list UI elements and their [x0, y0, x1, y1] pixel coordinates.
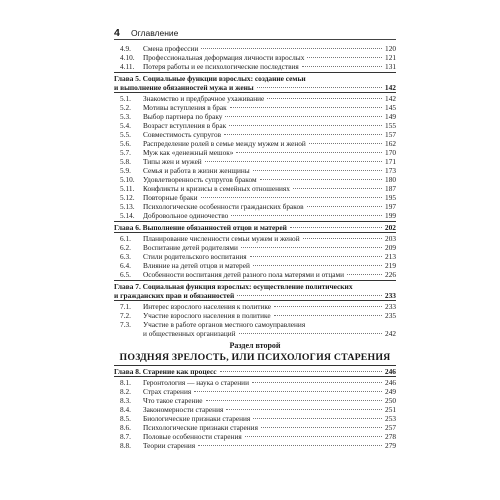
toc-entry: 8.4. Закономерности старения 251	[120, 405, 396, 414]
toc-entry: 5.5. Совместимость супругов 157	[120, 130, 396, 139]
toc-entry: 5.14. Добровольное одиночество 199	[120, 211, 396, 220]
toc-entry: 5.7. Муж как «денежный мешок» 170	[120, 148, 396, 157]
toc-entry: 5.1. Знакомство и предбрачное ухаживание 142	[120, 94, 396, 103]
toc-entry: 5.6. Распределение ролей в семье между мужем и женой 162	[120, 139, 396, 148]
toc-entry: 8.1. Геронтология — наука о старении 246	[120, 378, 396, 387]
toc-entry: 5.12. Повторные браки 195	[120, 193, 396, 202]
toc-entry: 5.13. Психологические особенности гражданских браков 197	[120, 202, 396, 211]
toc-entry: 8.7. Половые особенности старения 278	[120, 432, 396, 441]
toc-entry: 5.11. Конфликты и кризисы в семейных отношениях 187	[120, 184, 396, 193]
toc-entry: 7.3. Участие в работе органов местного самоуправления и общественных организаций 242	[120, 320, 396, 338]
toc-entry: 6.1. Планирование численности семьи мужем и женой 203	[120, 234, 396, 243]
chapter-heading-8: Глава 8. Старение как процесс 246	[114, 367, 396, 376]
toc-entry: 4.10. Профессиональная деформация личности взрослых 121	[120, 53, 396, 62]
toc-entry: 8.2. Страх старения 249	[120, 387, 396, 396]
toc-entry: 8.5. Биологические признаки старения 253	[120, 414, 396, 423]
toc-entry: 6.3. Стили родительского воспитания 213	[120, 252, 396, 261]
toc-entry: 5.10. Удовлетворенность супругов браком 180	[120, 175, 396, 184]
toc-entry: 7.1. Интерес взрослого населения к политике 233	[120, 302, 396, 311]
chapter-heading-7: Глава 7. Социальная функция взрослых: осуществление политических и гражданских прав и обязанностей 233	[114, 282, 396, 300]
toc-entry: 5.9. Семья и работа в жизни женщины 173	[120, 166, 396, 175]
toc-entry: 7.2. Участие взрослого населения в политике 235	[120, 311, 396, 320]
part-label: Раздел второй	[229, 341, 281, 350]
toc-entry: 5.2. Мотивы вступления в брак 145	[120, 103, 396, 112]
toc-entry: 6.2. Воспитание детей родителями 209	[120, 243, 396, 252]
part-title: ПОЗДНЯЯ ЗРЕЛОСТЬ, ИЛИ ПСИХОЛОГИЯ СТАРЕНИЯ	[119, 352, 391, 363]
toc-entry: 6.5. Особенности воспитания детей разного пола матерями и отцами 226	[120, 270, 396, 279]
toc-entry: 5.4. Возраст вступления в брак 155	[120, 121, 396, 130]
table-of-contents	[114, 44, 396, 450]
page-header	[114, 28, 396, 40]
toc-entry: 4.11. Потеря работы и ее психологические последствия 131	[120, 62, 396, 71]
chapter-heading-5: Глава 5. Социальные функции взрослых: создание семьи и выполнение обязанностей мужа и жены 142	[114, 74, 396, 92]
toc-entry: 8.8. Теории старения 279	[120, 441, 396, 450]
part-heading	[114, 340, 396, 364]
toc-entry: 5.8. Типы жен и мужей 171	[120, 157, 396, 166]
toc-entry: 8.6. Психологические признаки старения 257	[120, 423, 396, 432]
page-number: 4	[114, 27, 120, 39]
toc-entry: 4.9. Смена профессии 120	[120, 44, 396, 53]
running-title: Оглавление	[131, 28, 179, 38]
toc-entry: 8.3. Что такое старение 250	[120, 396, 396, 405]
toc-entry: 6.4. Влияние на детей отцов и матерей 219	[120, 261, 396, 270]
toc-entry: 5.3. Выбор партнера по браку 149	[120, 112, 396, 121]
chapter-heading-6: Глава 6. Выполнение обязанностей отцов и матерей 202	[114, 223, 396, 232]
